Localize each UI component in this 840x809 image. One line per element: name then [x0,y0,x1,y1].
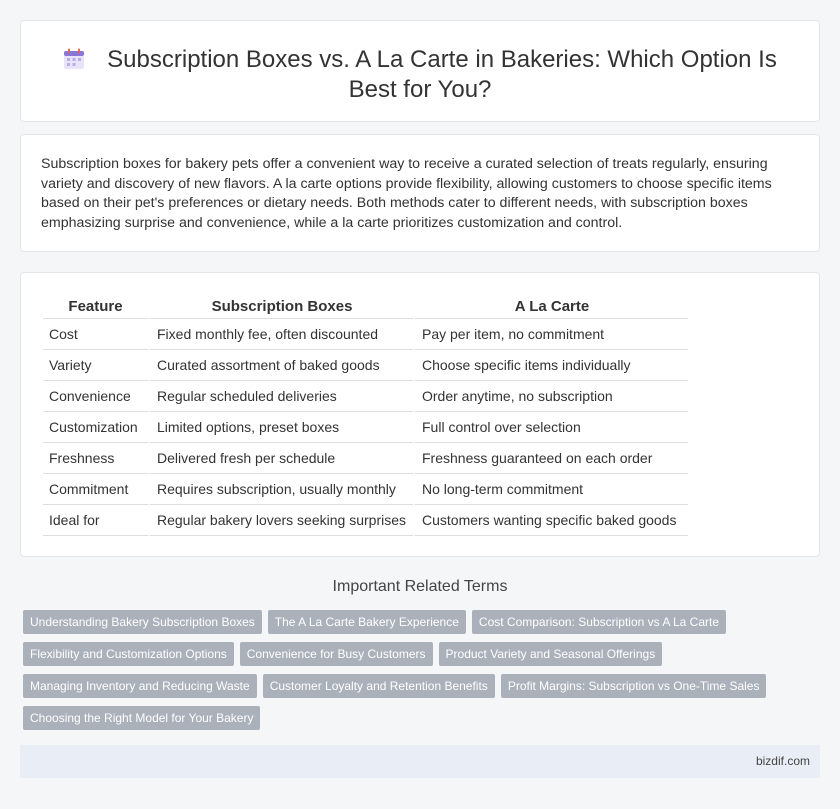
a-la-carte-cell: Choose specific items individually [413,350,688,381]
related-term-tag[interactable]: Profit Margins: Subscription vs One-Time Sales [501,674,767,698]
related-term-tag[interactable]: Choosing the Right Model for Your Bakery [23,706,260,730]
footer [20,745,820,778]
subscription-cell: Fixed monthly fee, often discounted [148,319,413,350]
table-row [43,319,688,350]
header-feature: Feature [43,293,148,319]
a-la-carte-cell: Full control over selection [413,412,688,443]
header-subscription: Subscription Boxes [148,293,413,319]
title-wrap [61,45,779,105]
table-row [43,505,688,536]
tag-row [23,706,813,730]
tag-row [23,642,813,666]
header-a-la-carte: A La Carte [413,293,688,319]
header-card [20,20,820,122]
intro-card [20,134,820,252]
feature-cell: Commitment [43,474,148,505]
feature-cell: Ideal for [43,505,148,536]
comparison-table [43,293,688,536]
table-header-row [43,293,688,319]
related-term-tag[interactable]: Cost Comparison: Subscription vs A La Carte [472,610,726,634]
calendar-icon [63,48,85,70]
table-row [43,350,688,381]
related-term-tag[interactable]: Flexibility and Customization Options [23,642,234,666]
related-term-tag[interactable]: Customer Loyalty and Retention Benefits [263,674,495,698]
feature-cell: Freshness [43,443,148,474]
feature-cell: Convenience [43,381,148,412]
feature-cell: Cost [43,319,148,350]
tag-row [23,610,813,634]
related-terms-title: Important Related Terms [332,578,508,595]
table-row [43,443,688,474]
comparison-card [20,272,820,557]
subscription-cell: Regular scheduled deliveries [148,381,413,412]
feature-cell: Variety [43,350,148,381]
a-la-carte-cell: Freshness guaranteed on each order [413,443,688,474]
subscription-cell: Limited options, preset boxes [148,412,413,443]
a-la-carte-cell: Order anytime, no subscription [413,381,688,412]
related-term-tag[interactable]: Product Variety and Seasonal Offerings [439,642,663,666]
table-row [43,412,688,443]
footer-site-link[interactable]: bizdif.com [755,754,810,768]
related-term-tag[interactable]: Understanding Bakery Subscription Boxes [23,610,262,634]
related-term-tag[interactable]: Convenience for Busy Customers [240,642,433,666]
table-row [43,474,688,505]
subscription-cell: Delivered fresh per schedule [148,443,413,474]
a-la-carte-cell: Customers wanting specific baked goods [413,505,688,536]
related-term-tag[interactable]: Managing Inventory and Reducing Waste [23,674,257,698]
tag-row [23,674,813,698]
page-title-text: Subscription Boxes vs. A La Carte in Bakeries: Which Option Is Best for You? [107,46,777,103]
page-title [61,45,779,105]
subscription-cell: Requires subscription, usually monthly [148,474,413,505]
feature-cell: Customization [43,412,148,443]
table-row [43,381,688,412]
subscription-cell: Regular bakery lovers seeking surprises [148,505,413,536]
a-la-carte-cell: No long-term commitment [413,474,688,505]
a-la-carte-cell: Pay per item, no commitment [413,319,688,350]
related-term-tag[interactable]: The A La Carte Bakery Experience [268,610,466,634]
intro-paragraph: Subscription boxes for bakery pets offer a convenient way to receive a curated selection of treats regularly, ensuring variety and discovery of new flavors. A la carte options provide flexibility, allowing customers to choose specific items based on their pet's preferences or dietary needs. Both methods cater to different needs, with subscription boxes emphasizing surprise and convenience, while a la carte prioritizes customization and control. [41,156,772,231]
subscription-cell: Curated assortment of baked goods [148,350,413,381]
related-terms-list [23,610,813,738]
